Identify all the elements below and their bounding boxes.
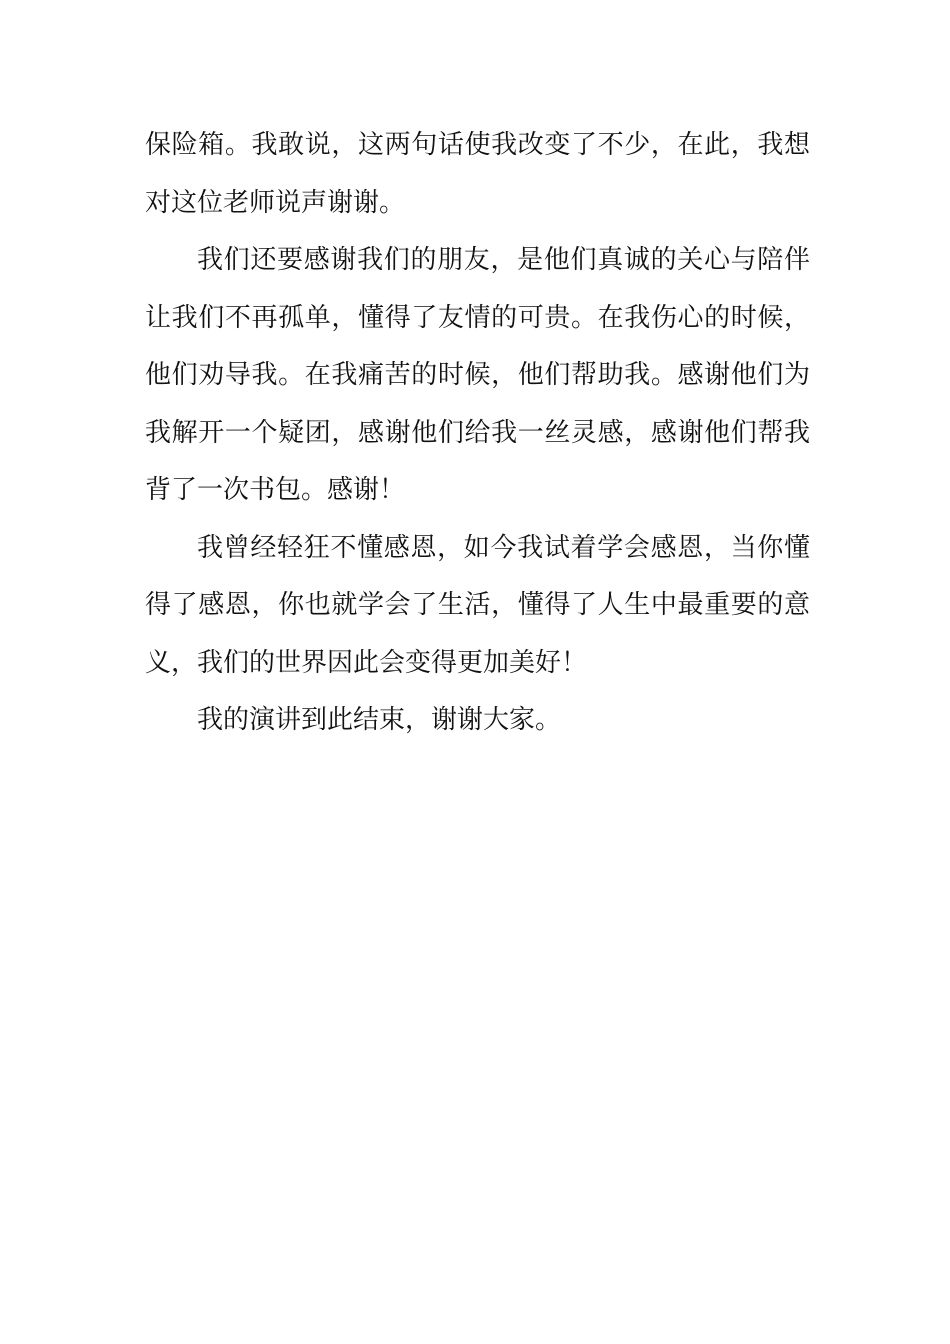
text-line: 让我们不再孤单，懂得了友情的可贵。在我伤心的时候， [145,302,810,333]
speech-text-body [145,117,810,750]
text-line: 我的演讲到此结束，谢谢大家。 [197,705,562,735]
paragraph-learn-gratitude [145,520,810,693]
text-line: 得了感恩，你也就学会了生活，懂得了人生中最重要的意 [145,590,810,620]
text-line: 他们劝导我。在我痛苦的时候，他们帮助我。感谢他们为 [145,360,810,390]
text-line: 义，我们的世界因此会变得更加美好！ [145,647,588,678]
paragraph-closing [145,692,810,750]
text-line: 我曾经轻狂不懂感恩，如今我试着学会感恩，当你懂 [197,532,810,563]
text-line: 背了一次书包。感谢！ [145,475,406,505]
paragraph-thank-friends [145,232,810,520]
text-line: 保险箱。我敢说，这两句话使我改变了不少，在此，我想 [145,130,810,160]
paragraph-continued [145,117,810,232]
text-line: 对这位老师说声谢谢。 [145,187,406,218]
text-line: 我解开一个疑团，感谢他们给我一丝灵感，感谢他们帮我 [145,417,810,448]
text-line: 我们还要感谢我们的朋友，是他们真诚的关心与陪伴 [197,245,810,275]
